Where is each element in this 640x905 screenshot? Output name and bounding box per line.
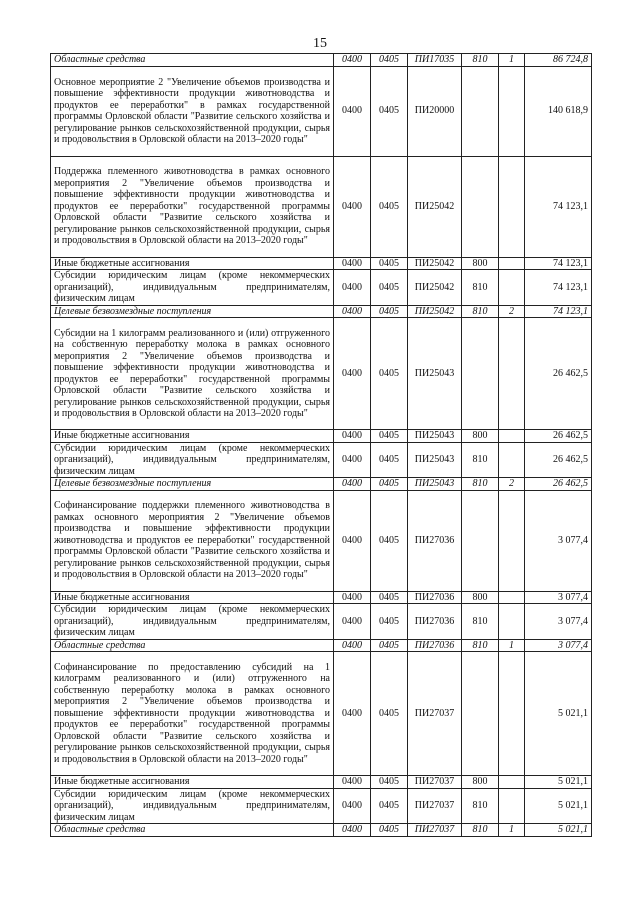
table-row	[51, 478, 592, 491]
target-article-cell: ПИ27036	[408, 490, 462, 591]
target-article-cell: ПИ17035	[408, 54, 462, 67]
amount-cell: 3 077,4	[525, 604, 592, 640]
target-article-cell: ПИ25043	[408, 442, 462, 478]
target-article-cell: ПИ25043	[408, 478, 462, 491]
source-code-cell	[499, 318, 525, 430]
expense-type-cell: 810	[462, 639, 499, 652]
table-row	[51, 318, 592, 430]
subsection-code-cell: 0405	[371, 639, 408, 652]
amount-cell: 26 462,5	[525, 318, 592, 430]
amount-cell: 86 724,8	[525, 54, 592, 67]
table-row	[51, 652, 592, 776]
subsection-code-cell: 0405	[371, 490, 408, 591]
amount-cell: 3 077,4	[525, 639, 592, 652]
subsection-code-cell: 0405	[371, 156, 408, 257]
amount-cell: 74 123,1	[525, 257, 592, 270]
budget-table	[50, 53, 592, 837]
target-article-cell: ПИ25042	[408, 257, 462, 270]
source-code-cell	[499, 604, 525, 640]
target-article-cell: ПИ27037	[408, 652, 462, 776]
subsection-code-cell: 0405	[371, 776, 408, 789]
row-name-cell: Основное мероприятие 2 "Увеличение объемов производства и повышение эффективности продукции животноводства и продуктов ее переработки" в рамках государственной программы Орловской области "Развитие сельского хозяйства и регулирование рынков сельскохозяйственной продукции, сырья и продовольствия в Орловской области на 2013–2020 годы"	[51, 66, 334, 156]
target-article-cell: ПИ27036	[408, 604, 462, 640]
table-row	[51, 788, 592, 824]
source-code-cell: 2	[499, 305, 525, 318]
table-row	[51, 776, 592, 789]
subsection-code-cell: 0405	[371, 604, 408, 640]
subsection-code-cell: 0405	[371, 442, 408, 478]
row-name-cell: Иные бюджетные ассигнования	[51, 430, 334, 443]
section-code-cell: 0400	[334, 639, 371, 652]
target-article-cell: ПИ25042	[408, 156, 462, 257]
source-code-cell	[499, 66, 525, 156]
row-name-cell: Областные средства	[51, 639, 334, 652]
subsection-code-cell: 0405	[371, 66, 408, 156]
target-article-cell: ПИ27037	[408, 776, 462, 789]
section-code-cell: 0400	[334, 66, 371, 156]
amount-cell: 5 021,1	[525, 788, 592, 824]
target-article-cell: ПИ27036	[408, 591, 462, 604]
row-name-cell: Софинансирование поддержки племенного животноводства в рамках основного мероприятия 2 "Увеличение объемов производства и повышение эффективности продукции животноводства и продуктов ее переработки" государственной программы Орловской области "Развитие сельского хозяйства и регулирование рынков сельскохозяйственной продукции, сырья и продовольствия в Орловской области на 2013–2020 годы"	[51, 490, 334, 591]
table-row	[51, 257, 592, 270]
table-row	[51, 604, 592, 640]
amount-cell: 26 462,5	[525, 442, 592, 478]
source-code-cell	[499, 270, 525, 306]
amount-cell: 74 123,1	[525, 305, 592, 318]
target-article-cell: ПИ27036	[408, 639, 462, 652]
section-code-cell: 0400	[334, 270, 371, 306]
source-code-cell	[499, 776, 525, 789]
expense-type-cell: 810	[462, 270, 499, 306]
section-code-cell: 0400	[334, 824, 371, 837]
section-code-cell: 0400	[334, 54, 371, 67]
expense-type-cell: 810	[462, 824, 499, 837]
target-article-cell: ПИ27037	[408, 788, 462, 824]
source-code-cell	[499, 788, 525, 824]
expense-type-cell	[462, 66, 499, 156]
subsection-code-cell: 0405	[371, 270, 408, 306]
source-code-cell: 1	[499, 54, 525, 67]
section-code-cell: 0400	[334, 776, 371, 789]
subsection-code-cell: 0405	[371, 652, 408, 776]
source-code-cell	[499, 430, 525, 443]
source-code-cell	[499, 442, 525, 478]
table-row	[51, 490, 592, 591]
expense-type-cell: 810	[462, 305, 499, 318]
table-row	[51, 270, 592, 306]
table-row	[51, 639, 592, 652]
expense-type-cell	[462, 318, 499, 430]
row-name-cell: Иные бюджетные ассигнования	[51, 591, 334, 604]
row-name-cell: Софинансирование по предоставлению субсидий на 1 килограмм реализованного и (или) отгруженного на собственную переработку молока в рамках основного мероприятия 2 "Увеличение объемов производства и повышение эффективности продукции животноводства и продуктов ее переработки" государственной программы Орловской области "Развитие сельского хозяйства и регулирование рынков сельскохозяйственной продукции, сырья и продовольствия в Орловской области на 2013–2020 годы"	[51, 652, 334, 776]
table-row	[51, 591, 592, 604]
amount-cell: 26 462,5	[525, 430, 592, 443]
target-article-cell: ПИ25042	[408, 270, 462, 306]
amount-cell: 140 618,9	[525, 66, 592, 156]
expense-type-cell	[462, 652, 499, 776]
row-name-cell: Субсидии на 1 килограмм реализованного и (или) отгруженного на собственную переработку молока в рамках основного мероприятия 2 "Увеличение объемов производства и повышение эффективности продукции животноводства и продуктов ее переработки" государственной программы Орловской области "Развитие сельского хозяйства и регулирование рынков сельскохозяйственной продукции, сырья и продовольствия в Орловской области на 2013–2020 годы"	[51, 318, 334, 430]
section-code-cell: 0400	[334, 652, 371, 776]
expense-type-cell: 800	[462, 257, 499, 270]
subsection-code-cell: 0405	[371, 54, 408, 67]
subsection-code-cell: 0405	[371, 318, 408, 430]
source-code-cell	[499, 652, 525, 776]
amount-cell: 3 077,4	[525, 591, 592, 604]
expense-type-cell	[462, 490, 499, 591]
expense-type-cell: 810	[462, 442, 499, 478]
table-row	[51, 442, 592, 478]
row-name-cell: Целевые безвозмездные поступления	[51, 305, 334, 318]
amount-cell: 5 021,1	[525, 776, 592, 789]
expense-type-cell	[462, 156, 499, 257]
amount-cell: 5 021,1	[525, 652, 592, 776]
amount-cell: 74 123,1	[525, 156, 592, 257]
amount-cell: 3 077,4	[525, 490, 592, 591]
section-code-cell: 0400	[334, 257, 371, 270]
source-code-cell	[499, 591, 525, 604]
subsection-code-cell: 0405	[371, 478, 408, 491]
section-code-cell: 0400	[334, 442, 371, 478]
subsection-code-cell: 0405	[371, 305, 408, 318]
row-name-cell: Субсидии юридическим лицам (кроме некоммерческих организаций), индивидуальным предпринимателям, физическим лицам	[51, 604, 334, 640]
subsection-code-cell: 0405	[371, 824, 408, 837]
row-name-cell: Субсидии юридическим лицам (кроме некоммерческих организаций), индивидуальным предпринимателям, физическим лицам	[51, 442, 334, 478]
section-code-cell: 0400	[334, 318, 371, 430]
source-code-cell	[499, 490, 525, 591]
expense-type-cell: 810	[462, 54, 499, 67]
target-article-cell: ПИ25042	[408, 305, 462, 318]
amount-cell: 5 021,1	[525, 824, 592, 837]
target-article-cell: ПИ25043	[408, 318, 462, 430]
source-code-cell: 1	[499, 824, 525, 837]
section-code-cell: 0400	[334, 430, 371, 443]
source-code-cell	[499, 257, 525, 270]
section-code-cell: 0400	[334, 478, 371, 491]
expense-type-cell: 810	[462, 478, 499, 491]
expense-type-cell: 810	[462, 788, 499, 824]
source-code-cell	[499, 156, 525, 257]
amount-cell: 74 123,1	[525, 270, 592, 306]
source-code-cell: 1	[499, 639, 525, 652]
target-article-cell: ПИ25043	[408, 430, 462, 443]
subsection-code-cell: 0405	[371, 430, 408, 443]
subsection-code-cell: 0405	[371, 591, 408, 604]
row-name-cell: Иные бюджетные ассигнования	[51, 776, 334, 789]
table-row	[51, 54, 592, 67]
row-name-cell: Иные бюджетные ассигнования	[51, 257, 334, 270]
page-number: 15	[313, 36, 327, 51]
row-name-cell: Областные средства	[51, 54, 334, 67]
section-code-cell: 0400	[334, 305, 371, 318]
section-code-cell: 0400	[334, 604, 371, 640]
table-row	[51, 66, 592, 156]
section-code-cell: 0400	[334, 591, 371, 604]
row-name-cell: Областные средства	[51, 824, 334, 837]
row-name-cell: Поддержка племенного животноводства в рамках основного мероприятия 2 "Увеличение объемов производства и повышение эффективности продукции животноводства и продуктов ее переработки" государственной программы Орловской области "Развитие сельского хозяйства и регулирование рынков сельскохозяйственной продукции, сырья и продовольствия в Орловской области на 2013–2020 годы"	[51, 156, 334, 257]
source-code-cell: 2	[499, 478, 525, 491]
expense-type-cell: 800	[462, 776, 499, 789]
section-code-cell: 0400	[334, 788, 371, 824]
row-name-cell: Субсидии юридическим лицам (кроме некоммерческих организаций), индивидуальным предпринимателям, физическим лицам	[51, 270, 334, 306]
table-row	[51, 430, 592, 443]
row-name-cell: Целевые безвозмездные поступления	[51, 478, 334, 491]
expense-type-cell: 800	[462, 591, 499, 604]
target-article-cell: ПИ20000	[408, 66, 462, 156]
expense-type-cell: 810	[462, 604, 499, 640]
table-row	[51, 824, 592, 837]
table-row	[51, 156, 592, 257]
table-row	[51, 305, 592, 318]
expense-type-cell: 800	[462, 430, 499, 443]
subsection-code-cell: 0405	[371, 788, 408, 824]
section-code-cell: 0400	[334, 490, 371, 591]
amount-cell: 26 462,5	[525, 478, 592, 491]
target-article-cell: ПИ27037	[408, 824, 462, 837]
row-name-cell: Субсидии юридическим лицам (кроме некоммерческих организаций), индивидуальным предпринимателям, физическим лицам	[51, 788, 334, 824]
section-code-cell: 0400	[334, 156, 371, 257]
subsection-code-cell: 0405	[371, 257, 408, 270]
